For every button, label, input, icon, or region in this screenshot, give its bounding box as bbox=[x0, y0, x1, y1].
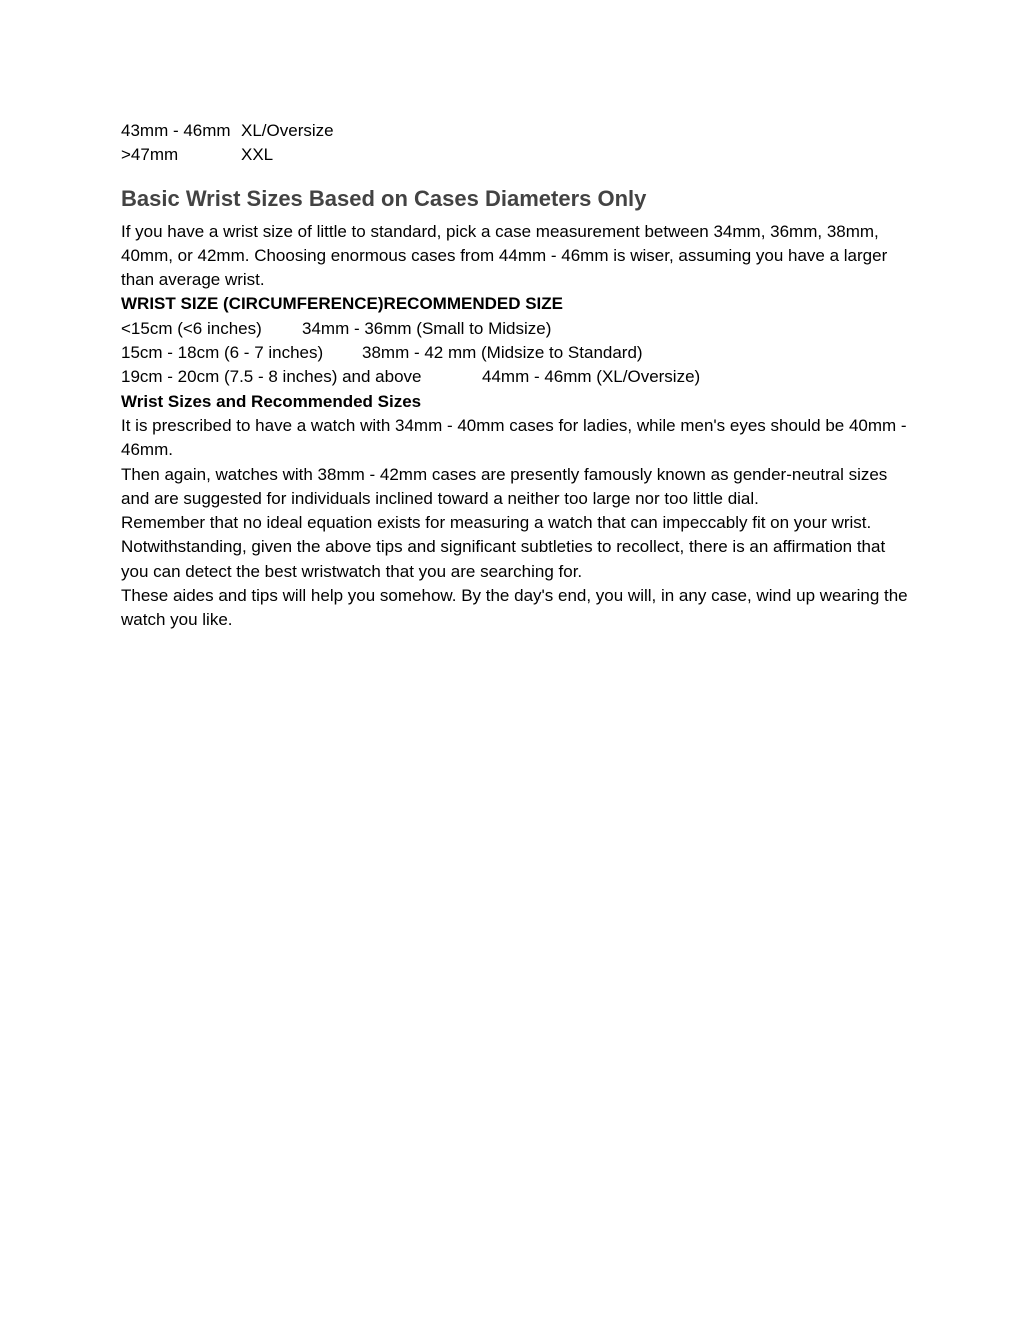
size-label-cell: XXL bbox=[241, 145, 274, 165]
wrist-size-cell: 19cm - 20cm (7.5 - 8 inches) and above bbox=[121, 367, 422, 387]
recommended-size-cell: 34mm - 36mm (Small to Midsize) bbox=[302, 318, 552, 338]
size-table-row bbox=[121, 317, 911, 341]
section-heading: Basic Wrist Sizes Based on Cases Diameters Only bbox=[121, 185, 647, 211]
document-page bbox=[121, 119, 911, 633]
wrist-size-cell: 15cm - 18cm (6 - 7 inches) bbox=[121, 343, 324, 363]
top-table-row bbox=[121, 143, 911, 167]
size-table-row bbox=[121, 341, 911, 365]
body-paragraph: Remember that no ideal equation exists for measuring a watch that can impeccably fit on your wrist. Notwithstanding, given the above tips and significant subtleties to recollect, there is an affirmation that you can detect the best wristwatch that you are searching for. bbox=[121, 513, 886, 581]
wrist-size-cell: <15cm (<6 inches) bbox=[121, 318, 262, 338]
body-paragraph: These aides and tips will help you somehow. By the day's end, you will, in any case, wind up wearing the watch you like. bbox=[121, 586, 908, 630]
subheading: Wrist Sizes and Recommended Sizes bbox=[121, 391, 422, 411]
recommended-size-cell: 44mm - 46mm (XL/Oversize) bbox=[482, 367, 701, 387]
case-size-cell: >47mm bbox=[121, 145, 179, 165]
body-paragraph: It is prescribed to have a watch with 34mm - 40mm cases for ladies, while men's eyes should be 40mm - 46mm. bbox=[121, 415, 907, 460]
intro-paragraph: If you have a wrist size of little to standard, pick a case measurement between 34mm, 36mm, 38mm, 40mm, or 42mm. Choosing enormous cases from 44mm - 46mm is wiser, assuming you have a larger than average wrist. bbox=[121, 221, 888, 290]
size-table-header: WRIST SIZE (CIRCUMFERENCE)RECOMMENDED SIZE bbox=[121, 294, 563, 314]
size-table-row bbox=[121, 365, 911, 389]
size-label-cell: XL/Oversize bbox=[241, 121, 334, 140]
recommended-size-cell: 38mm - 42 mm (Midsize to Standard) bbox=[362, 343, 643, 363]
case-size-cell: 43mm - 46mm bbox=[121, 121, 231, 140]
top-table-row bbox=[121, 119, 911, 143]
body-paragraph: Then again, watches with 38mm - 42mm cases are presently famously known as gender-neutral sizes and are suggested for individuals inclined toward a neither too large nor too little dial. bbox=[121, 464, 888, 508]
